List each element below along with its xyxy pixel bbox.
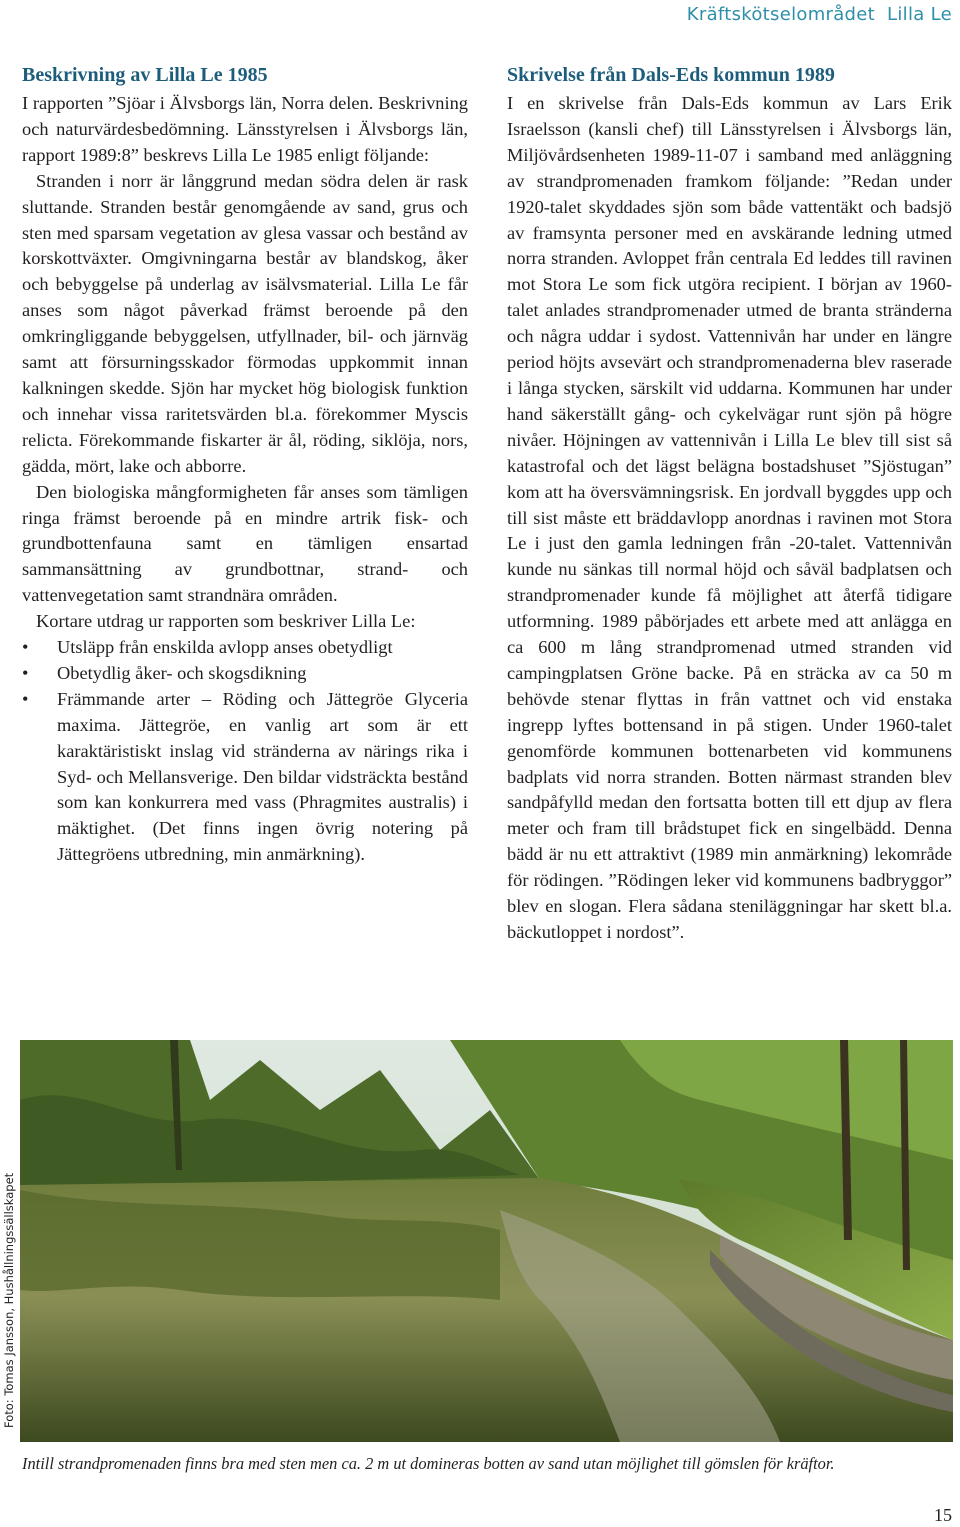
page-number: 15 bbox=[934, 1505, 952, 1525]
left-paragraph-1: I rapporten ”Sjöar i Älvsborgs län, Norra delen. Beskrivning och naturvärdesbedömning. Länsstyrelsen i Älvsborgs län, rapport 1989:8” beskrevs Lilla Le 1985 enligt följande: bbox=[22, 93, 468, 165]
bullet-list bbox=[22, 635, 468, 868]
list-item bbox=[22, 635, 468, 661]
list-item-text: Obetydlig åker- och skogsdikning bbox=[57, 662, 307, 683]
bullet-marker: • bbox=[22, 637, 29, 658]
lake-photo-illustration bbox=[20, 1040, 953, 1442]
photo-caption: Intill strandpromenaden finns bra med sten men ca. 2 m ut domineras botten av sand utan möjlighet till gömslen för kräftor. bbox=[22, 1454, 835, 1473]
photo-credit-text: Foto: Tomas Jansson, Hushållningssällskapet bbox=[2, 1172, 16, 1428]
left-paragraph-4: Kortare utdrag ur rapporten som beskriver Lilla Le: bbox=[36, 611, 416, 632]
photo-credit bbox=[0, 1040, 20, 1442]
left-paragraph-3: Den biologiska mångformigheten får anses som tämligen ringa främst beroende på en mindre artrik fisk- och grundbottenfauna samt en tämligen ensartad sammansättning av grundbottnar, strand- och vattenvegetation samt strandnära områden. bbox=[22, 481, 468, 606]
list-item bbox=[22, 661, 468, 687]
right-heading: Skrivelse från Dals-Eds kommun 1989 bbox=[507, 64, 835, 86]
right-column bbox=[507, 62, 952, 946]
header-lake: Lilla Le bbox=[887, 4, 952, 25]
left-paragraph-2: Stranden i norr är långgrund medan södra delen är rask sluttande. Stranden består genomgående av sand, grus och sten med sparsam vegetation av glesa vassar och bestånd av korskottväxter. Omgivningarna består av blandskog, åker och bebyggelse på underlag av isälvsmaterial. Lilla Le får anses som något påverkad främst beroende på den omkringliggande bebyggelsen, utfyllnader, bil- och järnväg samt att försurningsskador förmodas uppkommit innan kalkningen skedde. Sjön har mycket hög biologisk funktion och innehar vissa raritetsvärden bl.a. förekommer Myscis relicta. Förekommande fiskarter är ål, röding, siklöja, nors, gädda, mört, lake och abborre. bbox=[22, 170, 468, 476]
left-column bbox=[22, 62, 468, 868]
lake-photo bbox=[20, 1040, 953, 1442]
running-header bbox=[687, 4, 952, 25]
list-item-text: Utsläpp från enskilda avlopp anses obetydligt bbox=[57, 637, 393, 658]
right-paragraph: I en skrivelse från Dals-Eds kommun av Lars Erik Israelsson (kansli chef) till Länsstyrelsen i Älvsborgs län, Miljövårdsenheten 1989-11-07 i samband med anläggning av strandpromenaden framkom följande: ”Redan under 1920-talet skyddades sjön som både vattentäkt och badsjö av framsynta personer med en avskärande ledning utmed norra stranden. Avloppet från centrala Ed leddes till ravinen mot Stora Le som fick utgöra recipient. I början av 1960-talet anlades strandpromenader utmed de branta stränderna och några uddar i sydost. Vattennivån har under en längre period höjts avsevärt och strandpromenaderna blev raserade i långa stycken, särskilt vid uddarna. Kommunen har under hand säkerställt gång- och cykelvägar runt sjön på högre nivåer. Höjningen av vattennivån i Lilla Le blev till sist så katastrofal och det lägst belägna bostadshuset ”Sjöstugan” kom att ha översvämningsrisk. En jordvall byggdes upp och till sist måste ett bräddavlopp anordnas i ravinen mot Stora Le i just den gamla ledningen från -20-talet. Vattennivån kunde nu sänkas till normal höjd och såväl badplatsen och strandpromenader kunde få möjlighet att återfå tidigare utformning. 1989 påbörjades ett arbete med att anlägga en ca 600 m lång strandpromenad utmed stranden vid campingplatsen Gröne backe. På en sträcka av ca 50 m behövde stenar flyttas in från vattnet och vid enstaka ingrepp lyftes bottensand in på stigen. Under 1960-talet genomförde kommunen bottenarbeten vid kommunens badplats vid norra stranden. Botten närmast stranden blev sandpåfylld medan den fortsatta botten till ett djup av flera meter och fram till brådstupet fick en singelbädd. Denna bädd är nu ett attraktivt (1989 min anmärkning) lekområde för rödingen. ”Rödingen leker vid kommunens badbryggor” blev en slogan. Flera sådana steniläggningar har skett bl.a. bäckutloppet i nordost”. bbox=[507, 93, 952, 942]
left-heading: Beskrivning av Lilla Le 1985 bbox=[22, 64, 268, 86]
bullet-marker: • bbox=[22, 662, 29, 683]
bullet-marker: • bbox=[22, 688, 29, 709]
header-section: Kräftskötselområdet bbox=[686, 4, 876, 25]
list-item-text: Främmande arter – Röding och Jättegröe Glyceria maxima. Jättegröe, en vanlig art som är ett karaktäristiskt inslag vid stränderna av närings rika i Syd- och Mellansverige. Den bildar vidsträckta bestånd som kan konkurrera med vass (Phragmites australis) i mäktighet. (Det finns ingen övrig notering på Jättegröens utbredning, min anmärkning). bbox=[57, 688, 468, 865]
list-item bbox=[22, 687, 468, 868]
